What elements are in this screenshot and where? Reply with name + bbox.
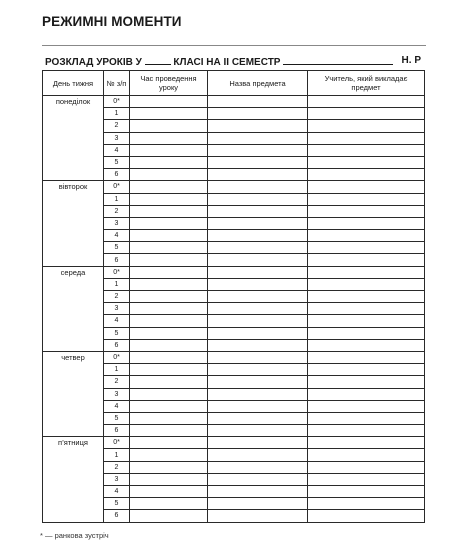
teacher-cell[interactable] [308, 498, 425, 510]
subject-cell[interactable] [208, 291, 308, 303]
lesson-number-cell: 5 [104, 242, 130, 254]
lesson-number-cell: 4 [104, 144, 130, 156]
subject-cell[interactable] [208, 437, 308, 449]
teacher-cell[interactable] [308, 169, 425, 181]
teacher-cell[interactable] [308, 230, 425, 242]
time-cell[interactable] [130, 461, 208, 473]
lesson-number-cell: 0* [104, 266, 130, 278]
day-cell: четвер [43, 351, 104, 436]
time-cell[interactable] [130, 437, 208, 449]
subject-cell[interactable] [208, 278, 308, 290]
table-row [43, 351, 425, 363]
lesson-number-cell: 1 [104, 278, 130, 290]
lesson-number-cell: 2 [104, 376, 130, 388]
lesson-number-cell: 4 [104, 315, 130, 327]
time-cell[interactable] [130, 217, 208, 229]
day-cell: п’ятниця [43, 437, 104, 522]
subtitle-middle: КЛАСІ НА ІІ СЕМЕСТР [173, 57, 281, 68]
subject-cell[interactable] [208, 351, 308, 363]
time-cell[interactable] [130, 351, 208, 363]
teacher-cell[interactable] [308, 400, 425, 412]
teacher-cell[interactable] [308, 376, 425, 388]
lesson-number-cell: 5 [104, 156, 130, 168]
day-cell: середа [43, 266, 104, 351]
lesson-number-cell: 2 [104, 461, 130, 473]
teacher-cell[interactable] [308, 242, 425, 254]
time-cell[interactable] [130, 181, 208, 193]
subject-cell[interactable] [208, 303, 308, 315]
time-cell[interactable] [130, 376, 208, 388]
subject-cell[interactable] [208, 120, 308, 132]
time-cell[interactable] [130, 120, 208, 132]
teacher-cell[interactable] [308, 254, 425, 266]
year-blank-field [283, 55, 393, 65]
teacher-cell[interactable] [308, 510, 425, 522]
schedule-table [42, 70, 425, 523]
lesson-number-cell: 1 [104, 193, 130, 205]
time-cell[interactable] [130, 169, 208, 181]
teacher-cell[interactable] [308, 144, 425, 156]
teacher-cell[interactable] [308, 120, 425, 132]
teacher-cell[interactable] [308, 486, 425, 498]
lesson-number-cell: 2 [104, 291, 130, 303]
lesson-number-cell: 4 [104, 486, 130, 498]
time-cell[interactable] [130, 510, 208, 522]
lesson-number-cell: 6 [104, 169, 130, 181]
schedule-subtitle [45, 55, 421, 68]
time-cell[interactable] [130, 230, 208, 242]
subject-cell[interactable] [208, 473, 308, 485]
subtitle-prefix: РОЗКЛАД УРОКІВ У [45, 57, 142, 68]
subject-cell[interactable] [208, 230, 308, 242]
subject-cell[interactable] [208, 181, 308, 193]
lesson-number-cell: 3 [104, 217, 130, 229]
teacher-cell[interactable] [308, 291, 425, 303]
subject-cell[interactable] [208, 376, 308, 388]
header-teacher: Учитель, який викладає предмет [308, 71, 425, 96]
header-time: Час проведення уроку [130, 71, 208, 96]
subject-cell[interactable] [208, 156, 308, 168]
time-cell[interactable] [130, 193, 208, 205]
subtitle-suffix: Н. Р [401, 55, 421, 66]
time-cell[interactable] [130, 108, 208, 120]
lesson-number-cell: 0* [104, 351, 130, 363]
table-row [43, 181, 425, 193]
subject-cell[interactable] [208, 425, 308, 437]
subject-cell[interactable] [208, 169, 308, 181]
teacher-cell[interactable] [308, 388, 425, 400]
subject-cell[interactable] [208, 205, 308, 217]
time-cell[interactable] [130, 388, 208, 400]
subject-cell[interactable] [208, 132, 308, 144]
time-cell[interactable] [130, 412, 208, 424]
time-cell[interactable] [130, 473, 208, 485]
header-number: № з/п [104, 71, 130, 96]
teacher-cell[interactable] [308, 266, 425, 278]
lesson-number-cell: 5 [104, 327, 130, 339]
class-blank-field [145, 55, 171, 65]
teacher-cell[interactable] [308, 461, 425, 473]
teacher-cell[interactable] [308, 327, 425, 339]
lesson-number-cell: 1 [104, 364, 130, 376]
time-cell[interactable] [130, 486, 208, 498]
time-cell[interactable] [130, 339, 208, 351]
time-cell[interactable] [130, 400, 208, 412]
subject-cell[interactable] [208, 510, 308, 522]
subject-cell[interactable] [208, 498, 308, 510]
subject-cell[interactable] [208, 254, 308, 266]
time-cell[interactable] [130, 303, 208, 315]
subject-cell[interactable] [208, 461, 308, 473]
teacher-cell[interactable] [308, 108, 425, 120]
header-day: День тижня [43, 71, 104, 96]
teacher-cell[interactable] [308, 425, 425, 437]
lesson-number-cell: 0* [104, 437, 130, 449]
teacher-cell[interactable] [308, 315, 425, 327]
time-cell[interactable] [130, 364, 208, 376]
teacher-cell[interactable] [308, 193, 425, 205]
lesson-number-cell: 3 [104, 473, 130, 485]
schedule-body [43, 96, 425, 523]
subject-cell[interactable] [208, 315, 308, 327]
teacher-cell[interactable] [308, 437, 425, 449]
time-cell[interactable] [130, 498, 208, 510]
teacher-cell[interactable] [308, 303, 425, 315]
time-cell[interactable] [130, 242, 208, 254]
subject-cell[interactable] [208, 449, 308, 461]
time-cell[interactable] [130, 254, 208, 266]
time-cell[interactable] [130, 156, 208, 168]
time-cell[interactable] [130, 144, 208, 156]
footnote: * — ранкова зустріч [40, 531, 109, 540]
table-row [43, 96, 425, 108]
time-cell[interactable] [130, 96, 208, 108]
title-divider [42, 45, 426, 46]
table-row [43, 437, 425, 449]
teacher-cell[interactable] [308, 351, 425, 363]
teacher-cell[interactable] [308, 217, 425, 229]
teacher-cell[interactable] [308, 412, 425, 424]
time-cell[interactable] [130, 291, 208, 303]
time-cell[interactable] [130, 278, 208, 290]
time-cell[interactable] [130, 132, 208, 144]
time-cell[interactable] [130, 315, 208, 327]
subject-cell[interactable] [208, 193, 308, 205]
teacher-cell[interactable] [308, 181, 425, 193]
teacher-cell[interactable] [308, 156, 425, 168]
lesson-number-cell: 3 [104, 388, 130, 400]
lesson-number-cell: 4 [104, 230, 130, 242]
subject-cell[interactable] [208, 339, 308, 351]
subject-cell[interactable] [208, 364, 308, 376]
subject-cell[interactable] [208, 108, 308, 120]
time-cell[interactable] [130, 266, 208, 278]
teacher-cell[interactable] [308, 132, 425, 144]
subject-cell[interactable] [208, 217, 308, 229]
lesson-number-cell: 6 [104, 339, 130, 351]
subject-cell[interactable] [208, 96, 308, 108]
teacher-cell[interactable] [308, 96, 425, 108]
day-cell: вівторок [43, 181, 104, 266]
teacher-cell[interactable] [308, 205, 425, 217]
lesson-number-cell: 4 [104, 400, 130, 412]
subject-cell[interactable] [208, 486, 308, 498]
teacher-cell[interactable] [308, 473, 425, 485]
header-subject: Назва предмета [208, 71, 308, 96]
lesson-number-cell: 3 [104, 303, 130, 315]
time-cell[interactable] [130, 425, 208, 437]
teacher-cell[interactable] [308, 449, 425, 461]
page-title: РЕЖИМНІ МОМЕНТИ [42, 14, 182, 29]
lesson-number-cell: 3 [104, 132, 130, 144]
subject-cell[interactable] [208, 400, 308, 412]
subject-cell[interactable] [208, 266, 308, 278]
lesson-number-cell: 0* [104, 96, 130, 108]
lesson-number-cell: 5 [104, 412, 130, 424]
lesson-number-cell: 5 [104, 498, 130, 510]
subject-cell[interactable] [208, 144, 308, 156]
time-cell[interactable] [130, 205, 208, 217]
teacher-cell[interactable] [308, 278, 425, 290]
lesson-number-cell: 1 [104, 108, 130, 120]
time-cell[interactable] [130, 327, 208, 339]
lesson-number-cell: 2 [104, 120, 130, 132]
day-cell: понеділок [43, 96, 104, 181]
time-cell[interactable] [130, 449, 208, 461]
subject-cell[interactable] [208, 327, 308, 339]
subject-cell[interactable] [208, 242, 308, 254]
teacher-cell[interactable] [308, 364, 425, 376]
table-row [43, 266, 425, 278]
lesson-number-cell: 2 [104, 205, 130, 217]
subject-cell[interactable] [208, 412, 308, 424]
lesson-number-cell: 6 [104, 254, 130, 266]
subject-cell[interactable] [208, 388, 308, 400]
teacher-cell[interactable] [308, 339, 425, 351]
lesson-number-cell: 6 [104, 425, 130, 437]
lesson-number-cell: 1 [104, 449, 130, 461]
lesson-number-cell: 0* [104, 181, 130, 193]
table-header-row [43, 71, 425, 96]
lesson-number-cell: 6 [104, 510, 130, 522]
